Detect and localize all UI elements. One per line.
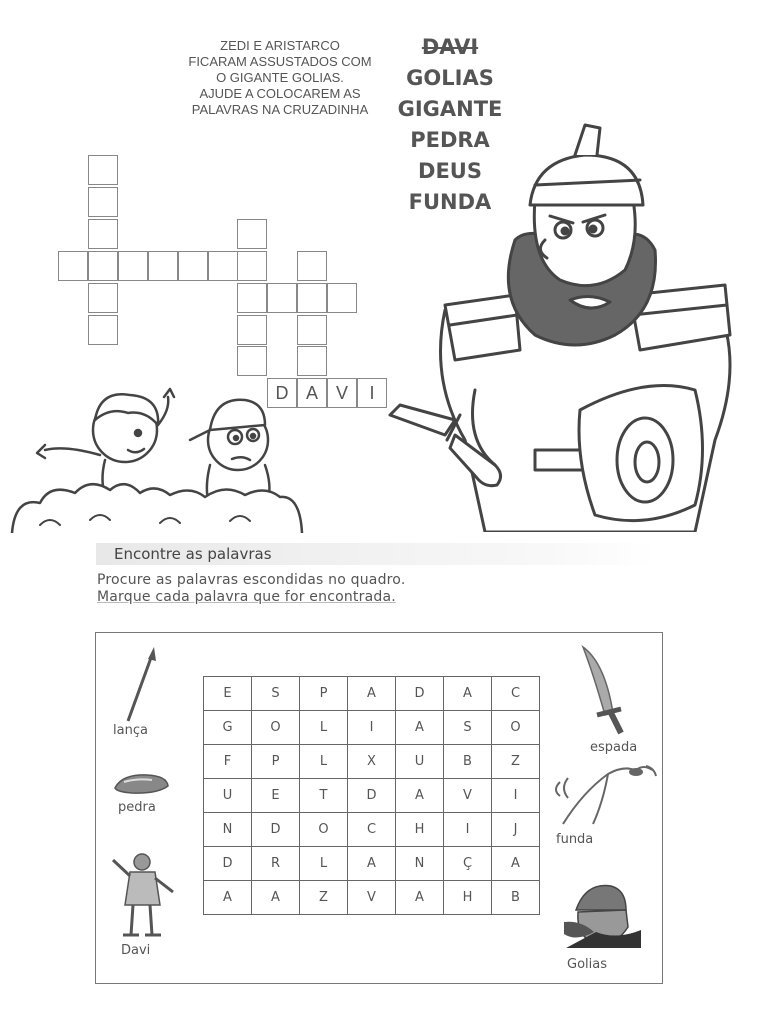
word-search-cell[interactable]: D <box>348 779 396 813</box>
word-search-cell[interactable]: A <box>492 847 540 881</box>
goliath-label: Golias <box>567 957 607 972</box>
word-search-cell[interactable]: A <box>444 677 492 711</box>
instructions-line: FICARAM ASSUSTADOS COM <box>188 54 372 69</box>
word-search-title <box>96 543 656 565</box>
word-search-grid <box>203 676 540 915</box>
word-search-cell[interactable]: A <box>348 677 396 711</box>
word-search-cell[interactable]: I <box>444 813 492 847</box>
word-search-row <box>204 711 540 745</box>
word-search-cell[interactable]: S <box>444 711 492 745</box>
word-search-cell[interactable]: L <box>300 745 348 779</box>
instructions-line: AJUDE A COLOCAREM AS <box>199 86 361 101</box>
word-list-item: PEDRA <box>410 128 490 152</box>
crossword-cell[interactable] <box>297 315 327 345</box>
word-search-cell[interactable]: A <box>204 881 252 915</box>
word-list-item: GIGANTE <box>397 97 503 121</box>
word-list-item: DEUS <box>418 159 482 183</box>
crossword-cell[interactable] <box>118 251 148 281</box>
children-illustration <box>10 385 305 533</box>
crossword-cell[interactable] <box>237 283 267 313</box>
david-icon <box>105 850 180 940</box>
word-search-cell[interactable]: B <box>492 881 540 915</box>
crossword-cell[interactable] <box>88 155 118 185</box>
spear-icon <box>120 645 160 725</box>
goliath-illustration <box>385 120 735 532</box>
word-search-cell[interactable]: O <box>252 711 300 745</box>
word-search-cell[interactable]: D <box>204 847 252 881</box>
crossword-cell-filled: D <box>267 378 297 408</box>
crossword-cell[interactable] <box>237 315 267 345</box>
crossword-cell-filled: V <box>327 378 357 408</box>
crossword-cell[interactable] <box>88 283 118 313</box>
word-search-cell[interactable]: A <box>348 847 396 881</box>
word-search-cell[interactable]: U <box>396 745 444 779</box>
word-search-cell[interactable]: A <box>396 779 444 813</box>
word-search-cell[interactable]: J <box>492 813 540 847</box>
sling-label: funda <box>556 832 594 847</box>
crossword-cell[interactable] <box>178 251 208 281</box>
crossword-cell[interactable] <box>297 346 327 376</box>
sling-icon <box>548 762 663 832</box>
instructions-text <box>170 38 390 118</box>
crossword-cell[interactable] <box>297 251 327 281</box>
word-search-row <box>204 779 540 813</box>
word-search-cell[interactable]: D <box>252 813 300 847</box>
word-search-cell[interactable]: E <box>252 779 300 813</box>
word-search-cell[interactable]: V <box>348 881 396 915</box>
word-search-row <box>204 847 540 881</box>
word-search-cell[interactable]: E <box>204 677 252 711</box>
crossword-cell-filled: A <box>297 378 327 408</box>
crossword-cell[interactable] <box>237 219 267 249</box>
word-search-cell[interactable]: T <box>300 779 348 813</box>
crossword-cell[interactable] <box>208 251 238 281</box>
word-search-cell[interactable]: O <box>300 813 348 847</box>
stone-icon <box>112 770 172 798</box>
goliath-small-icon <box>556 882 646 952</box>
word-search-cell[interactable]: Z <box>492 745 540 779</box>
word-search-cell[interactable]: H <box>444 881 492 915</box>
word-search-cell[interactable]: N <box>396 847 444 881</box>
word-search-cell[interactable]: F <box>204 745 252 779</box>
word-search-cell[interactable]: A <box>396 711 444 745</box>
crossword-cell[interactable] <box>88 187 118 217</box>
word-search-cell[interactable]: N <box>204 813 252 847</box>
crossword-cell[interactable] <box>88 315 118 345</box>
stone-label: pedra <box>118 800 156 815</box>
word-search-cell[interactable]: B <box>444 745 492 779</box>
instructions-line: O GIGANTE GOLIAS. <box>216 70 344 85</box>
word-list-item: GOLIAS <box>406 66 494 90</box>
word-search-cell[interactable]: X <box>348 745 396 779</box>
crossword-cell[interactable] <box>327 283 357 313</box>
word-list-item: FUNDA <box>408 190 492 214</box>
word-search-cell[interactable]: A <box>396 881 444 915</box>
word-search-instruction-line: Procure as palavras escondidas no quadro. <box>97 572 406 588</box>
word-search-cell[interactable]: S <box>252 677 300 711</box>
crossword-cell-filled: I <box>357 378 387 408</box>
word-search-cell[interactable]: O <box>492 711 540 745</box>
word-search-cell[interactable]: H <box>396 813 444 847</box>
crossword-cell[interactable] <box>237 346 267 376</box>
word-search-cell[interactable]: L <box>300 847 348 881</box>
word-search-instructions <box>97 572 657 606</box>
word-search-cell[interactable]: G <box>204 711 252 745</box>
spear-label: lança <box>113 723 148 738</box>
crossword-cell[interactable] <box>237 251 267 281</box>
sword-icon <box>575 643 635 738</box>
word-search-row <box>204 881 540 915</box>
word-search-cell[interactable]: P <box>252 745 300 779</box>
word-search-cell[interactable]: I <box>348 711 396 745</box>
word-search-cell[interactable]: V <box>444 779 492 813</box>
word-search-cell[interactable]: R <box>252 847 300 881</box>
word-search-cell[interactable]: U <box>204 779 252 813</box>
crossword-cell[interactable] <box>297 283 327 313</box>
word-list-item-crossed: DAVI <box>421 35 479 59</box>
word-search-title-text: Encontre as palavras <box>114 545 272 563</box>
word-search-instruction-line: Marque cada palavra que for encontrada. <box>97 589 396 605</box>
word-search-cell[interactable]: I <box>492 779 540 813</box>
crossword-cell[interactable] <box>58 251 88 281</box>
crossword-cell[interactable] <box>267 283 297 313</box>
word-search-cell[interactable]: L <box>300 711 348 745</box>
word-search-cell[interactable]: C <box>348 813 396 847</box>
word-search-cell[interactable]: Ç <box>444 847 492 881</box>
word-search-cell[interactable]: Z <box>300 881 348 915</box>
word-search-row <box>204 813 540 847</box>
word-search-row <box>204 677 540 711</box>
crossword-cell[interactable] <box>88 251 118 281</box>
instructions-line: ZEDI E ARISTARCO <box>220 38 340 53</box>
crossword-cell[interactable] <box>148 251 178 281</box>
sword-label: espada <box>590 740 638 755</box>
word-search-cell[interactable]: C <box>492 677 540 711</box>
crossword-cell[interactable] <box>88 219 118 249</box>
instructions-line: PALAVRAS NA CRUZADINHA <box>191 102 369 117</box>
word-search-cell[interactable]: P <box>300 677 348 711</box>
word-search-row <box>204 745 540 779</box>
word-search-cell[interactable]: A <box>252 881 300 915</box>
david-label: Davi <box>121 943 151 958</box>
word-search-cell[interactable]: D <box>396 677 444 711</box>
